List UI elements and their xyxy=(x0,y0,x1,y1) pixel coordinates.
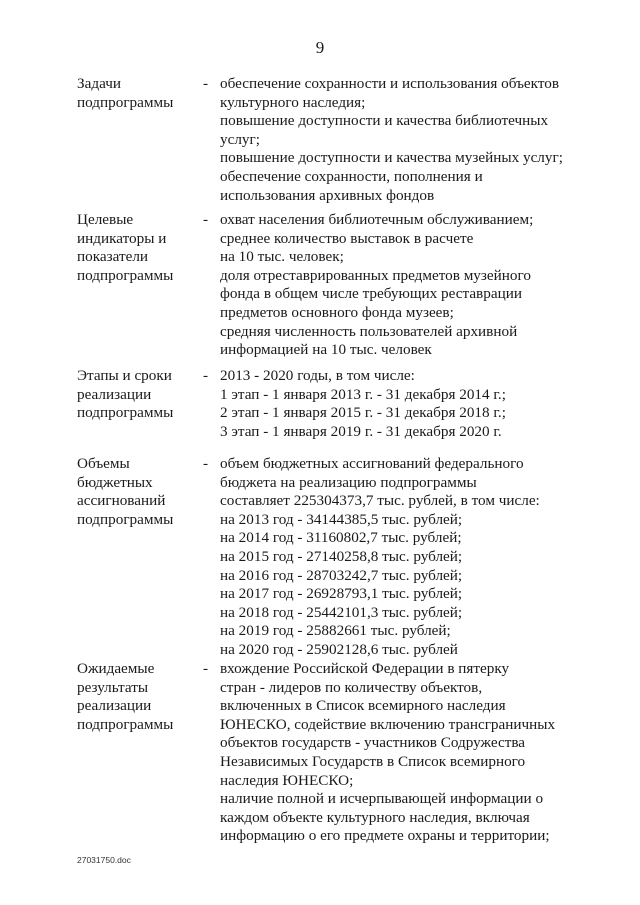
section-label: Ожидаемые результаты реализации подпрограммы xyxy=(77,660,174,733)
text-line: 2 этап - 1 января 2015 г. - 31 декабря 2018 г.; xyxy=(220,404,506,422)
text-line: информацию о его предмете охраны и территории; xyxy=(220,827,550,845)
section-content xyxy=(220,211,620,360)
text-line: фонда в общем числе требующих реставрации xyxy=(220,285,522,303)
text-line: повышение доступности и качества библиотечных xyxy=(220,112,549,130)
section-label: Этапы и сроки реализации подпрограммы xyxy=(77,367,174,422)
text-line: наличие полной и исчерпывающей информации о xyxy=(220,790,544,808)
section-label: Задачи подпрограммы xyxy=(77,75,174,111)
section-content xyxy=(220,455,620,660)
text-line: объектов государств - участников Содружества xyxy=(220,734,526,752)
text-line: составляет 225304373,7 тыс. рублей, в том числе: xyxy=(220,492,540,510)
text-line: Независимых Государств в Список всемирного xyxy=(220,752,526,770)
text-line: 3 этап - 1 января 2019 г. - 31 декабря 2020 г. xyxy=(220,422,502,440)
text-line: каждом объекте культурного наследия, включая xyxy=(220,808,530,826)
text-line: ЮНЕСКО, содействие включению трансграничных xyxy=(220,715,556,733)
budget-year-line: на 2018 год - 25442101,3 тыс. рублей; xyxy=(220,603,463,621)
text-line: обеспечение сохранности и использования объектов xyxy=(220,75,560,92)
dash-separator: - xyxy=(203,455,209,472)
text-line: вхождение Российской Федерации в пятерку xyxy=(220,660,510,677)
text-line: наследия ЮНЕСКО; xyxy=(220,771,354,789)
text-line: 1 этап - 1 января 2013 г. - 31 декабря 2014 г.; xyxy=(220,385,506,403)
dash-separator: - xyxy=(203,211,209,228)
budget-year-line: на 2015 год - 27140258,8 тыс. рублей; xyxy=(220,547,463,565)
budget-year-line: на 2016 год - 28703242,7 тыс. рублей; xyxy=(220,566,463,584)
text-line: объем бюджетных ассигнований федерального xyxy=(220,455,524,472)
text-line: на 10 тыс. человек; xyxy=(220,248,344,266)
text-line: повышение доступности и качества музейных услуг; xyxy=(220,149,563,167)
page-number: 9 xyxy=(315,38,325,57)
text-line: среднее количество выставок в расчете xyxy=(220,229,474,247)
text-line: охват населения библиотечным обслуживанием; xyxy=(220,211,534,228)
text-line: информацией на 10 тыс. человек xyxy=(220,341,432,359)
budget-year-line: на 2019 год - 25882661 тыс. рублей; xyxy=(220,622,451,640)
text-line: услуг; xyxy=(220,130,260,148)
section-label: Объемы бюджетных ассигнований подпрограммы xyxy=(77,455,174,528)
budget-year-line: на 2020 год - 25902128,6 тыс. рублей xyxy=(220,640,458,658)
dash-separator: - xyxy=(203,367,209,384)
section-content xyxy=(220,660,620,846)
section-content xyxy=(220,75,620,205)
text-line: использования архивных фондов xyxy=(220,186,435,204)
text-line: бюджета на реализацию подпрограммы xyxy=(220,473,477,491)
budget-year-line: на 2013 год - 34144385,5 тыс. рублей; xyxy=(220,510,463,528)
dash-separator: - xyxy=(203,75,209,92)
dash-separator: - xyxy=(203,660,209,677)
text-line: доля отреставрированных предметов музейного xyxy=(220,266,531,284)
document-filename: 27031750.doc xyxy=(77,855,131,865)
text-line: культурного наследия; xyxy=(220,93,366,111)
text-line: стран - лидеров по количеству объектов, xyxy=(220,678,483,696)
text-line: предметов основного фонда музеев; xyxy=(220,303,454,321)
budget-year-line: на 2014 год - 31160802,7 тыс. рублей; xyxy=(220,529,462,547)
text-line: средняя численность пользователей архивной xyxy=(220,322,518,340)
budget-year-line: на 2017 год - 26928793,1 тыс. рублей; xyxy=(220,585,463,603)
section-content xyxy=(220,367,620,441)
text-line: обеспечение сохранности, пополнения и xyxy=(220,167,483,185)
text-line: 2013 - 2020 годы, в том числе: xyxy=(220,367,415,384)
section-label: Целевые индикаторы и показатели подпрограммы xyxy=(77,211,174,284)
text-line: включенных в Список всемирного наследия xyxy=(220,697,506,715)
